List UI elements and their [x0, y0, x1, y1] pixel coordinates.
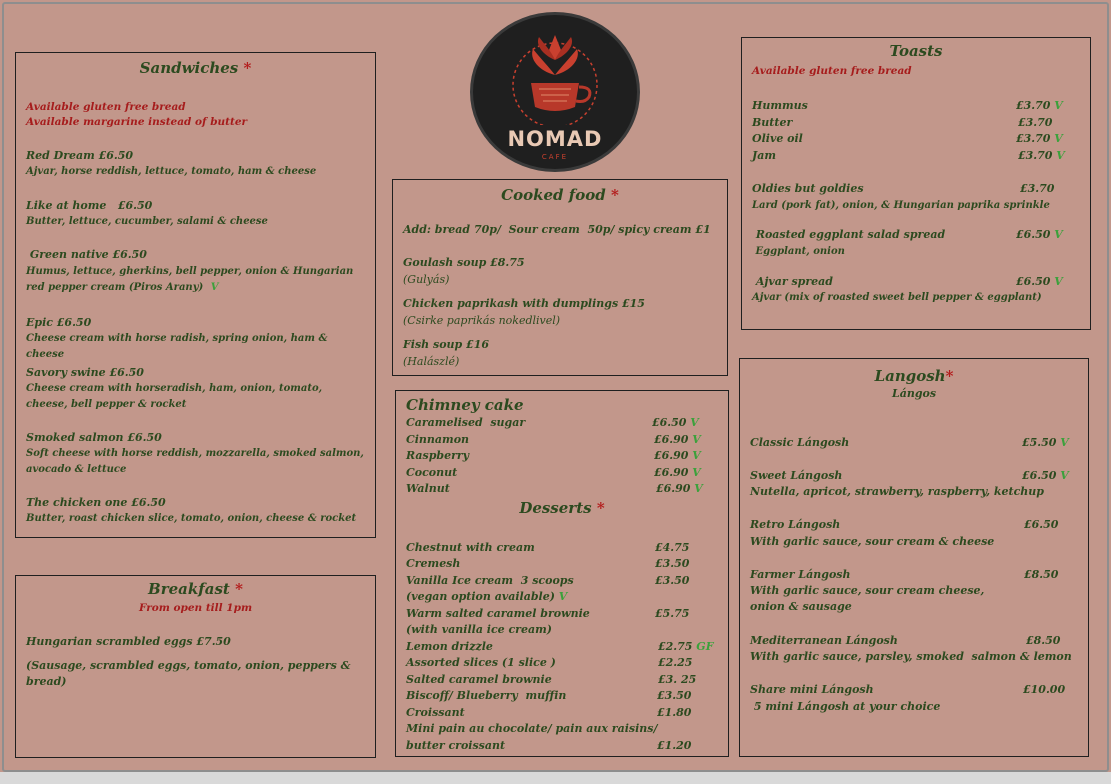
cooked-add-ons: Add: bread 70p/ Sour cream 50p/ spicy cream £1	[403, 223, 711, 236]
breakfast-item: Hungarian scrambled eggs £7.50	[26, 635, 231, 648]
langosh-price: £8.50	[1024, 568, 1059, 581]
vegan-icon: V	[1056, 149, 1065, 162]
toasts-note: Available gluten free bread	[752, 65, 912, 77]
sandwich-desc: Butter, lettuce, cucumber, salami & cheese	[26, 216, 268, 227]
logo-name: NOMAD	[507, 127, 603, 151]
nomad-logo	[470, 12, 640, 172]
toast-oldies: Oldies but goldies	[752, 182, 864, 195]
logo-sub: CAFE	[541, 153, 569, 161]
dessert-item: Warm salted caramel brownie	[406, 607, 590, 620]
toast-price: £6.50 V	[1016, 275, 1063, 288]
sandwiches-title: Sandwiches *	[139, 59, 252, 77]
vegan-icon: V	[1054, 99, 1063, 112]
vegan-icon: V	[692, 466, 701, 479]
sandwich-green-native: Green native £6.50	[26, 248, 147, 261]
vegan-icon: V	[1060, 469, 1069, 482]
chimney-item: Coconut	[406, 466, 458, 479]
dessert-price: £5.75	[655, 607, 690, 620]
toast-item: Jam	[752, 149, 776, 162]
langosh-subtitle: Lángos	[891, 387, 937, 400]
sandwich-savory-swine: Savory swine £6.50	[26, 366, 144, 379]
dessert-item: Mini pain au chocolate/ pain aux raisins/	[406, 722, 658, 735]
dessert-price: £1.80	[657, 706, 692, 719]
dessert-item: Lemon drizzle	[406, 640, 493, 653]
breakfast-note: From open till 1pm	[138, 602, 253, 614]
langosh-item: Classic Lángosh	[750, 436, 850, 449]
sandwich-desc: Cheese cream with horseradish, ham, onion, tomato, cheese, bell pepper & rocket	[26, 383, 323, 410]
toasts-title: Toasts	[889, 42, 943, 60]
langosh-price: £6.50	[1024, 518, 1059, 531]
toast-desc: Lard (pork fat), onion, & Hungarian paprika sprinkle	[752, 200, 1050, 211]
cooked-fish-soup-alt: (Halászlé)	[403, 355, 460, 368]
cooked-food-panel	[392, 179, 728, 376]
vegan-icon: V	[1060, 436, 1069, 449]
vegan-icon: V	[690, 416, 699, 429]
sandwich-smoked-salmon: Smoked salmon £6.50	[26, 431, 162, 444]
vegan-icon: V	[692, 449, 701, 462]
chimney-price: £6.90 V	[654, 449, 701, 462]
gluten-free-badge: GF	[696, 640, 714, 653]
toast-price: £6.50 V	[1016, 228, 1063, 241]
langosh-desc: With garlic sauce, parsley, smoked salmon & lemon	[750, 650, 1072, 663]
dessert-price: £4.75	[655, 541, 690, 554]
dessert-item: Assorted slices (1 slice )	[406, 656, 556, 669]
langosh-desc: With garlic sauce, sour cream & cheese	[750, 535, 995, 548]
dessert-item: (vegan option available) V	[406, 590, 568, 603]
vegan-icon: V	[558, 590, 568, 603]
dessert-item: Biscoff/ Blueberry muffin	[406, 689, 567, 702]
dessert-item: butter croissant	[406, 739, 506, 752]
chimney-title: Chimney cake	[406, 396, 524, 414]
dessert-item: Vanilla Ice cream 3 scoops	[406, 574, 574, 587]
dessert-price: £3. 25	[658, 673, 697, 686]
langosh-item: Farmer Lángosh	[750, 568, 851, 581]
chimney-price: £6.90 V	[654, 466, 701, 479]
dessert-price: £2.25	[658, 656, 693, 669]
sandwich-epic: Epic £6.50	[26, 316, 92, 329]
toast-item: Hummus	[752, 99, 808, 112]
sandwich-desc: Cheese cream with horse radish, spring onion, ham & cheese	[26, 333, 328, 360]
cooked-goulash: Goulash soup £8.75	[403, 256, 525, 269]
langosh-item: Retro Lángosh	[750, 518, 841, 531]
langosh-price: £10.00	[1023, 683, 1066, 696]
langosh-desc: With garlic sauce, sour cream cheese, onion & sausage	[750, 584, 985, 613]
cooked-paprikash-alt: (Csirke paprikás nokedlivel)	[403, 314, 561, 327]
chimney-desserts-panel	[395, 390, 729, 757]
cooked-goulash-alt: (Gulyás)	[403, 273, 450, 286]
chimney-item: Cinnamon	[406, 433, 470, 446]
breakfast-title: Breakfast *	[148, 580, 243, 598]
toast-desc: Ajvar (mix of roasted sweet bell pepper & eggplant)	[752, 292, 1042, 303]
langosh-panel	[739, 358, 1089, 757]
dessert-price: £3.50	[655, 574, 690, 587]
vegan-icon: V	[1054, 228, 1063, 241]
toast-item: Butter	[752, 116, 793, 129]
chimney-price: £6.50 V	[652, 416, 699, 429]
toasts-panel	[741, 37, 1091, 330]
vegan-icon: V	[692, 433, 701, 446]
langosh-title: Langosh*	[874, 367, 954, 385]
sandwiches-note-margarine: Available margarine instead of butter	[26, 116, 248, 128]
vegan-icon: V	[694, 482, 703, 495]
toast-eggplant: Roasted eggplant salad spread	[752, 228, 946, 241]
chimney-item: Walnut	[406, 482, 450, 495]
sandwich-desc: Humus, lettuce, gherkins, bell pepper, onion & Hungarian red pepper cream (Piros Arany) V	[26, 266, 354, 293]
langosh-item: Share mini Lángosh	[750, 683, 874, 696]
toast-desc: Eggplant, onion	[752, 246, 845, 257]
dessert-price: £1.20	[657, 739, 692, 752]
cooked-title: Cooked food *	[501, 186, 619, 204]
toast-price: £3.70 V	[1016, 132, 1063, 145]
page-bottom-strip	[0, 772, 1111, 784]
dessert-item: Cremesh	[406, 557, 461, 570]
vegan-icon: V	[1054, 132, 1063, 145]
breakfast-desc: (Sausage, scrambled eggs, tomato, onion, peppers & bread)	[26, 659, 351, 688]
breakfast-panel	[15, 575, 376, 758]
langosh-desc: 5 mini Lángosh at your choice	[750, 700, 941, 713]
toast-price: £3.70	[1020, 182, 1055, 195]
sandwiches-panel	[15, 52, 376, 538]
desserts-title: Desserts *	[519, 499, 605, 517]
langosh-price: £8.50	[1026, 634, 1061, 647]
langosh-price: £6.50 V	[1022, 469, 1069, 482]
dessert-price: £3.50	[655, 557, 690, 570]
vegan-icon: V	[1054, 275, 1063, 288]
langosh-item: Mediterranean Lángosh	[750, 634, 898, 647]
sandwich-like-at-home: Like at home £6.50	[26, 199, 153, 212]
toast-item: Olive oil	[752, 132, 803, 145]
dessert-price: £3.50	[657, 689, 692, 702]
sandwich-red-dream: Red Dream £6.50	[26, 149, 134, 162]
langosh-item: Sweet Lángosh	[750, 469, 843, 482]
dessert-item: Chestnut with cream	[406, 541, 535, 554]
cooked-paprikash: Chicken paprikash with dumplings £15	[403, 297, 645, 310]
dessert-item: (with vanilla ice cream)	[406, 623, 552, 636]
langosh-price: £5.50 V	[1022, 436, 1069, 449]
dessert-price: £2.75 GF	[658, 640, 714, 653]
langosh-desc: Nutella, apricot, strawberry, raspberry, ketchup	[750, 485, 1044, 498]
sandwiches-note-gluten: Available gluten free bread	[26, 101, 186, 113]
sandwich-chicken-one: The chicken one £6.50	[26, 496, 166, 509]
lotus-cup-icon	[473, 15, 637, 125]
toast-price: £3.70 V	[1016, 99, 1063, 112]
sandwich-desc: Soft cheese with horse reddish, mozzarella, smoked salmon, avocado & lettuce	[26, 448, 364, 475]
sandwich-desc: Ajvar, horse reddish, lettuce, tomato, ham & cheese	[26, 166, 317, 177]
sandwich-desc: Butter, roast chicken slice, tomato, onion, cheese & rocket	[26, 513, 357, 524]
chimney-price: £6.90 V	[654, 433, 701, 446]
dessert-item: Croissant	[406, 706, 465, 719]
cooked-fish-soup: Fish soup £16	[403, 338, 490, 351]
toast-price: £3.70	[1018, 116, 1053, 129]
vegan-icon: V	[210, 282, 219, 293]
chimney-item: Raspberry	[406, 449, 470, 462]
dessert-item: Salted caramel brownie	[406, 673, 552, 686]
toast-ajvar: Ajvar spread	[752, 275, 833, 288]
chimney-price: £6.90 V	[656, 482, 703, 495]
toast-price: £3.70 V	[1018, 149, 1065, 162]
chimney-item: Caramelised sugar	[406, 416, 526, 429]
